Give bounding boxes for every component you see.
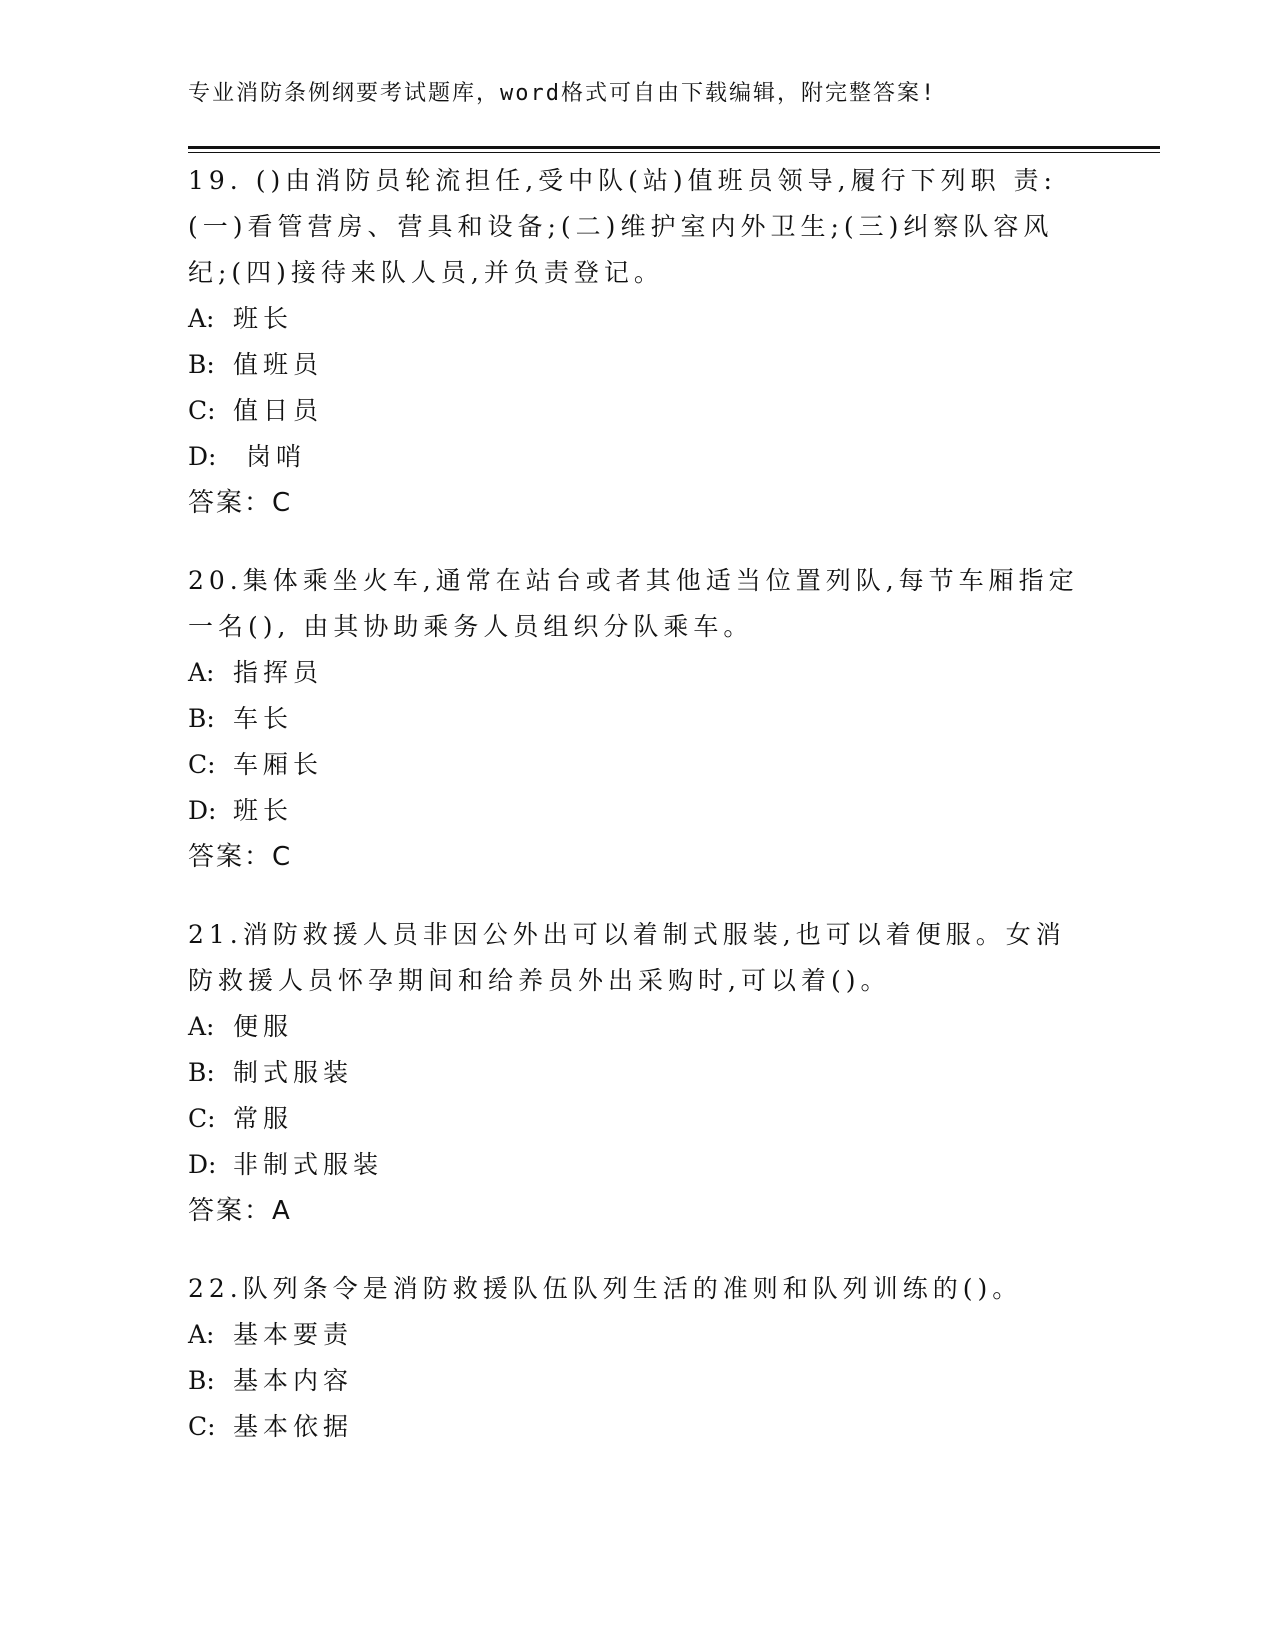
option-key: C: <box>188 1412 216 1441</box>
option-text: 制式服装 <box>233 1058 354 1087</box>
question-stem: 22.队列条令是消防救援队伍队列生活的准则和队列训练的()。 <box>188 1274 1023 1303</box>
option-c <box>188 742 1088 788</box>
option-b <box>188 1050 1088 1096</box>
option-text: 班长 <box>233 796 294 825</box>
option-d <box>188 434 1088 480</box>
option-c <box>188 1096 1088 1142</box>
option-key: B: <box>188 704 215 733</box>
header-rule-thick <box>188 146 1160 149</box>
option-text: 值日员 <box>233 396 324 425</box>
page-header: 专业消防条例纲要考试题库，word格式可自由下载编辑，附完整答案! <box>188 81 937 106</box>
option-text: 基本内容 <box>233 1366 354 1395</box>
option-key: D: <box>188 442 217 471</box>
answer-line: 答案：A <box>188 1196 292 1226</box>
option-a <box>188 650 1088 696</box>
option-key: B: <box>188 350 215 379</box>
option-text: 岗哨 <box>233 442 306 471</box>
answer-line: 答案：C <box>188 842 293 872</box>
option-key: B: <box>188 1366 215 1395</box>
option-key: B: <box>188 1058 215 1087</box>
option-b <box>188 342 1088 388</box>
option-key: D: <box>188 796 217 825</box>
option-text: 值班员 <box>233 350 324 379</box>
option-text: 车厢长 <box>233 750 324 779</box>
option-c <box>188 1404 1088 1450</box>
option-text: 车长 <box>233 704 294 733</box>
option-text: 基本依据 <box>233 1412 354 1441</box>
option-text: 非制式服装 <box>233 1150 384 1179</box>
option-d <box>188 1142 1088 1188</box>
option-key: C: <box>188 396 216 425</box>
option-b <box>188 1358 1088 1404</box>
option-text: 便服 <box>233 1012 294 1041</box>
option-a <box>188 1004 1088 1050</box>
option-key: D: <box>188 1150 217 1179</box>
question-stem: 19. ()由消防员轮流担任,受中队(站)值班员领导,履行下列职 责:(一)看管营房、营具和设备;(二)维护室内外卫生;(三)纠察队容风纪;(四)接待来队人员,并负责登记。 <box>188 166 1057 287</box>
question-stem: 20.集体乘坐火车,通常在站台或者其他适当位置列队,每节车厢指定一名(), 由其协助乘务人员组织分队乘车。 <box>188 566 1079 641</box>
question-21 <box>188 912 1088 1234</box>
option-key: C: <box>188 750 216 779</box>
option-key: A: <box>188 304 215 333</box>
question-19 <box>188 158 1088 526</box>
option-d <box>188 788 1088 834</box>
option-a <box>188 1312 1088 1358</box>
option-text: 指挥员 <box>233 658 324 687</box>
question-list <box>188 158 1088 1482</box>
option-b <box>188 696 1088 742</box>
header-rule-thin <box>188 152 1160 153</box>
question-20 <box>188 558 1088 880</box>
option-key: A: <box>188 1012 215 1041</box>
option-key: A: <box>188 1320 215 1349</box>
option-key: C: <box>188 1104 216 1133</box>
option-text: 基本要责 <box>233 1320 354 1349</box>
option-text: 班长 <box>233 304 294 333</box>
question-22 <box>188 1266 1088 1450</box>
option-key: A: <box>188 658 215 687</box>
answer-line: 答案：C <box>188 488 293 518</box>
question-stem: 21.消防救援人员非因公外出可以着制式服装,也可以着便服。女消防救援人员怀孕期间和给养员外出采购时,可以着()。 <box>188 920 1066 995</box>
option-a <box>188 296 1088 342</box>
option-c <box>188 388 1088 434</box>
option-text: 常服 <box>233 1104 294 1133</box>
